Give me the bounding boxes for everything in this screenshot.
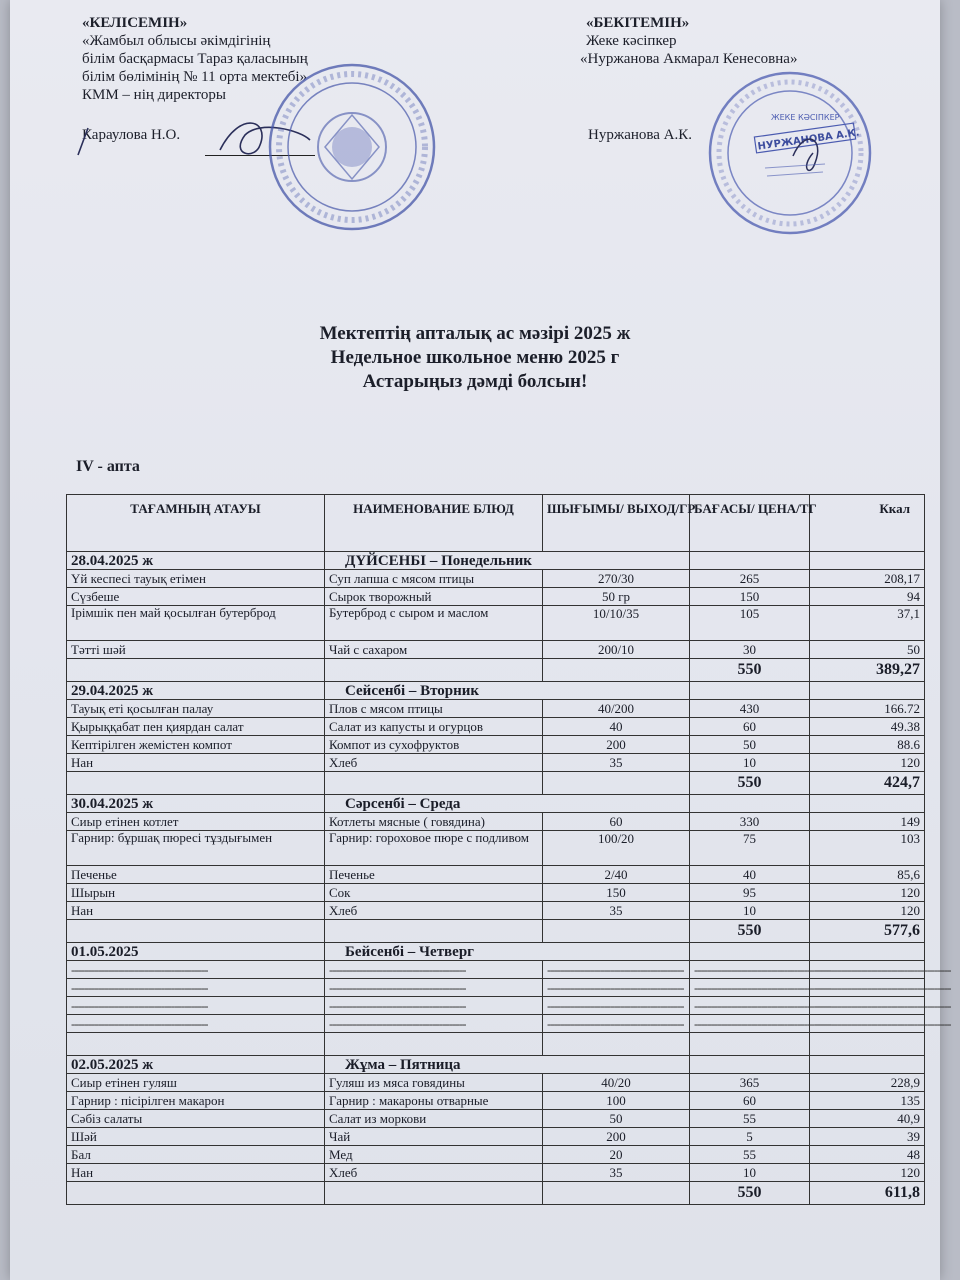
dash-cell: ----------------------------------------- [67, 997, 325, 1015]
menu-item-row [67, 1110, 925, 1128]
menu-item-row [67, 1146, 925, 1164]
day-total-row [67, 1182, 925, 1205]
empty-cell [810, 552, 925, 570]
empty-cell [325, 1182, 543, 1205]
column-header: ШЫҒЫМЫ/ ВЫХОД/ГР [543, 495, 690, 552]
menu-item-row [67, 813, 925, 831]
day-header-row [67, 943, 925, 961]
dish-kcal: 88.6 [810, 736, 925, 754]
dish-name-kazakh: Сиыр етінен котлет [67, 813, 325, 831]
dish-kcal: 166.72 [810, 700, 925, 718]
empty-cell [325, 772, 543, 795]
menu-item-row [67, 736, 925, 754]
menu-item-row [67, 641, 925, 659]
dish-name-kazakh: Тауық еті қосылған палау [67, 700, 325, 718]
dash-cell: ----------------------------------------- [810, 997, 925, 1015]
day-name: ДҮЙСЕНБІ – Понедельник [325, 552, 690, 570]
dish-portion: 50 гр [543, 588, 690, 606]
dish-name-russian: Салат из моркови [325, 1110, 543, 1128]
dish-kcal: 120 [810, 754, 925, 772]
dish-price: 50 [690, 736, 810, 754]
dish-name-kazakh: Сүзбеше [67, 588, 325, 606]
dash-cell: ----------------------------------------- [325, 961, 543, 979]
dish-portion: 60 [543, 813, 690, 831]
dish-portion: 40 [543, 718, 690, 736]
empty-cell [543, 772, 690, 795]
total-price: 550 [690, 920, 810, 943]
menu-item-row [67, 1128, 925, 1146]
day-header-row [67, 795, 925, 813]
menu-item-row [67, 754, 925, 772]
total-price: 550 [690, 772, 810, 795]
menu-item-row [67, 700, 925, 718]
day-total-row [67, 772, 925, 795]
column-header: ТАҒАМНЫҢ АТАУЫ [67, 495, 325, 552]
dish-price: 75 [690, 831, 810, 866]
approval-line: КММ – нің директоры [82, 87, 226, 103]
empty-cell [690, 1033, 810, 1056]
dish-price: 105 [690, 606, 810, 641]
empty-cell [810, 943, 925, 961]
dish-name-kazakh: Гарнир : пісірілген макарон [67, 1092, 325, 1110]
dish-kcal: 49.38 [810, 718, 925, 736]
day-date: 30.04.2025 ж [67, 795, 325, 813]
menu-item-row [67, 570, 925, 588]
dish-kcal: 48 [810, 1146, 925, 1164]
dish-name-russian: Гарнир : макароны отварные [325, 1092, 543, 1110]
dish-kcal: 50 [810, 641, 925, 659]
dish-price: 10 [690, 1164, 810, 1182]
empty-cell [325, 1033, 543, 1056]
dash-row [67, 979, 925, 997]
column-header: БАҒАСЫ/ ЦЕНА/ТГ [690, 495, 810, 552]
empty-cell [325, 659, 543, 682]
menu-item-row [67, 1092, 925, 1110]
dish-name-kazakh: Печенье [67, 866, 325, 884]
day-date: 28.04.2025 ж [67, 552, 325, 570]
dish-kcal: 39 [810, 1128, 925, 1146]
dash-cell: ----------------------------------------- [67, 979, 325, 997]
empty-cell [810, 1056, 925, 1074]
empty-cell [325, 920, 543, 943]
total-kcal: 577,6 [810, 920, 925, 943]
dish-name-kazakh: Нан [67, 754, 325, 772]
dish-portion: 100/20 [543, 831, 690, 866]
dash-row [67, 961, 925, 979]
approval-line: Жеке кәсіпкер [586, 33, 677, 49]
empty-cell [67, 772, 325, 795]
dish-portion: 150 [543, 884, 690, 902]
empty-cell [810, 682, 925, 700]
dish-name-russian: Гуляш из мяса говядины [325, 1074, 543, 1092]
dish-name-russian: Мед [325, 1146, 543, 1164]
dash-cell: ----------------------------------------- [810, 1015, 925, 1033]
empty-cell [810, 1033, 925, 1056]
dish-name-russian: Хлеб [325, 1164, 543, 1182]
dish-name-kazakh: Нан [67, 902, 325, 920]
empty-cell [67, 659, 325, 682]
empty-cell [543, 920, 690, 943]
dash-cell: ----------------------------------------- [543, 961, 690, 979]
dash-cell: ----------------------------------------- [690, 997, 810, 1015]
dish-name-russian: Печенье [325, 866, 543, 884]
approval-line: «Жамбыл облысы әкімдігінің [82, 33, 271, 49]
dish-name-russian: Бутерброд с сыром и маслом [325, 606, 543, 641]
approval-line: білім бөлімінің № 11 орта мектебі» [82, 69, 308, 85]
empty-cell [543, 659, 690, 682]
signer-right: Нуржанова А.К. [588, 127, 693, 143]
dash-row [67, 997, 925, 1015]
dish-kcal: 94 [810, 588, 925, 606]
empty-cell [690, 552, 810, 570]
dish-price: 5 [690, 1128, 810, 1146]
week-label: IV - апта [76, 458, 140, 475]
day-header-row [67, 1056, 925, 1074]
dish-portion: 35 [543, 1164, 690, 1182]
dish-name-russian: Хлеб [325, 754, 543, 772]
column-header: НАИМЕНОВАНИЕ БЛЮД [325, 495, 543, 552]
dish-price: 55 [690, 1110, 810, 1128]
dish-portion: 2/40 [543, 866, 690, 884]
dish-price: 430 [690, 700, 810, 718]
dish-name-kazakh: Бал [67, 1146, 325, 1164]
dish-price: 40 [690, 866, 810, 884]
menu-item-row [67, 866, 925, 884]
dish-portion: 40/20 [543, 1074, 690, 1092]
menu-item-row [67, 902, 925, 920]
menu-item-row [67, 1074, 925, 1092]
school-seal-stamp [265, 60, 440, 235]
dish-name-kazakh: Шырын [67, 884, 325, 902]
dish-price: 150 [690, 588, 810, 606]
dish-portion: 200 [543, 1128, 690, 1146]
dish-kcal: 120 [810, 1164, 925, 1182]
day-header-row [67, 552, 925, 570]
dish-kcal: 120 [810, 884, 925, 902]
dash-row [67, 1015, 925, 1033]
stamp-text: ЖЕКЕ КӘСІПКЕР [771, 113, 840, 122]
dish-name-russian: Сок [325, 884, 543, 902]
menu-item-row [67, 606, 925, 641]
day-date: 01.05.2025 [67, 943, 325, 961]
dish-portion: 10/10/35 [543, 606, 690, 641]
dish-name-russian: Гарнир: гороховое пюре с подливом [325, 831, 543, 866]
day-name: Жұма – Пятница [325, 1056, 690, 1074]
dash-cell: ----------------------------------------- [810, 979, 925, 997]
dish-price: 55 [690, 1146, 810, 1164]
total-kcal: 611,8 [810, 1182, 925, 1205]
dish-portion: 50 [543, 1110, 690, 1128]
dish-name-kazakh: Гарнир: бұршақ пюресі тұздығымен [67, 831, 325, 866]
dish-name-kazakh: Шәй [67, 1128, 325, 1146]
dish-name-kazakh: Нан [67, 1164, 325, 1182]
dish-kcal: 228,9 [810, 1074, 925, 1092]
day-header-row [67, 682, 925, 700]
dish-kcal: 120 [810, 902, 925, 920]
dish-price: 330 [690, 813, 810, 831]
dish-price: 60 [690, 1092, 810, 1110]
dish-price: 60 [690, 718, 810, 736]
dash-cell: ----------------------------------------- [543, 997, 690, 1015]
approval-title-right: «БЕКІТЕМІН» [586, 15, 690, 31]
dish-name-russian: Сырок творожный [325, 588, 543, 606]
empty-cell [690, 795, 810, 813]
dish-portion: 100 [543, 1092, 690, 1110]
menu-item-row [67, 588, 925, 606]
menu-item-row [67, 718, 925, 736]
empty-cell [67, 1033, 325, 1056]
title-kazakh: Мектептің апталық ас мәзірі 2025 ж [319, 323, 631, 344]
total-price: 550 [690, 659, 810, 682]
total-price: 550 [690, 1182, 810, 1205]
empty-cell [67, 920, 325, 943]
day-name: Бейсенбі – Четверг [325, 943, 690, 961]
dash-cell: ----------------------------------------- [690, 979, 810, 997]
menu-table [66, 494, 951, 1205]
day-date: 29.04.2025 ж [67, 682, 325, 700]
dish-kcal: 135 [810, 1092, 925, 1110]
dish-name-russian: Чай с сахаром [325, 641, 543, 659]
empty-cell [543, 1033, 690, 1056]
menu-item-row [67, 1164, 925, 1182]
dish-name-kazakh: Ірімшік пен май қосылған бутерброд [67, 606, 325, 641]
dash-cell: ----------------------------------------- [325, 997, 543, 1015]
dish-name-kazakh: Кептірілген жемістен компот [67, 736, 325, 754]
dish-kcal: 85,6 [810, 866, 925, 884]
dish-name-russian: Суп лапша с мясом птицы [325, 570, 543, 588]
dish-kcal: 208,17 [810, 570, 925, 588]
dish-price: 10 [690, 902, 810, 920]
dash-cell: ----------------------------------------- [690, 961, 810, 979]
dish-portion: 270/30 [543, 570, 690, 588]
total-kcal: 389,27 [810, 659, 925, 682]
approval-line: білім басқармасы Тараз қаласының [82, 51, 308, 67]
empty-cell [543, 1182, 690, 1205]
title-wish: Астарыңыз дәмді болсын! [362, 371, 588, 392]
dish-price: 365 [690, 1074, 810, 1092]
dish-kcal: 37,1 [810, 606, 925, 641]
dish-portion: 200 [543, 736, 690, 754]
dish-name-russian: Котлеты мясные ( говядина) [325, 813, 543, 831]
dish-name-russian: Чай [325, 1128, 543, 1146]
dish-portion: 40/200 [543, 700, 690, 718]
dash-cell: ----------------------------------------- [67, 961, 325, 979]
day-total-row [67, 1033, 925, 1056]
dash-cell: ----------------------------------------- [690, 1015, 810, 1033]
dish-name-kazakh: Үй кеспесі тауық етімен [67, 570, 325, 588]
empty-cell [67, 1182, 325, 1205]
dash-cell: ----------------------------------------- [325, 979, 543, 997]
dash-cell: ----------------------------------------- [543, 1015, 690, 1033]
dish-price: 265 [690, 570, 810, 588]
empty-cell [690, 943, 810, 961]
dish-portion: 35 [543, 902, 690, 920]
table-header-row [67, 495, 925, 552]
dish-kcal: 40,9 [810, 1110, 925, 1128]
stamp-name: НУРЖАНОВА А.К. [757, 127, 861, 153]
signer-left: Караулова Н.О. [82, 127, 181, 143]
day-total-row [67, 920, 925, 943]
dish-name-russian: Хлеб [325, 902, 543, 920]
dish-name-kazakh: Сиыр етінен гуляш [67, 1074, 325, 1092]
day-date: 02.05.2025 ж [67, 1056, 325, 1074]
document-page [10, 0, 951, 1280]
dish-kcal: 149 [810, 813, 925, 831]
dish-price: 10 [690, 754, 810, 772]
menu-item-row [67, 831, 925, 866]
dash-cell: ----------------------------------------- [67, 1015, 325, 1033]
empty-cell [810, 795, 925, 813]
empty-cell [690, 1056, 810, 1074]
dish-portion: 20 [543, 1146, 690, 1164]
dish-name-russian: Компот из сухофруктов [325, 736, 543, 754]
dish-name-kazakh: Сәбіз салаты [67, 1110, 325, 1128]
dash-cell: ----------------------------------------- [543, 979, 690, 997]
dish-name-russian: Салат из капусты и огурцов [325, 718, 543, 736]
dish-portion: 35 [543, 754, 690, 772]
day-name: Сейсенбі – Вторник [325, 682, 690, 700]
dish-name-kazakh: Тәтті шәй [67, 641, 325, 659]
dish-portion: 200/10 [543, 641, 690, 659]
total-kcal: 424,7 [810, 772, 925, 795]
entrepreneur-seal-stamp [705, 68, 875, 238]
menu-title [10, 322, 940, 394]
dish-name-russian: Плов с мясом птицы [325, 700, 543, 718]
empty-cell [690, 682, 810, 700]
dash-cell: ----------------------------------------- [325, 1015, 543, 1033]
approval-line: «Нуржанова Акмарал Кенесовна» [580, 51, 798, 67]
dish-price: 95 [690, 884, 810, 902]
dish-name-kazakh: Қырыққабат пен қиярдан салат [67, 718, 325, 736]
day-total-row [67, 659, 925, 682]
dash-cell: ----------------------------------------- [810, 961, 925, 979]
approval-title-left: «КЕЛІСЕМІН» [82, 15, 188, 31]
column-header: Ккал [810, 495, 925, 552]
day-name: Сәрсенбі – Среда [325, 795, 690, 813]
dish-price: 30 [690, 641, 810, 659]
dish-kcal: 103 [810, 831, 925, 866]
menu-item-row [67, 884, 925, 902]
title-russian: Недельное школьное меню 2025 г [330, 347, 620, 368]
